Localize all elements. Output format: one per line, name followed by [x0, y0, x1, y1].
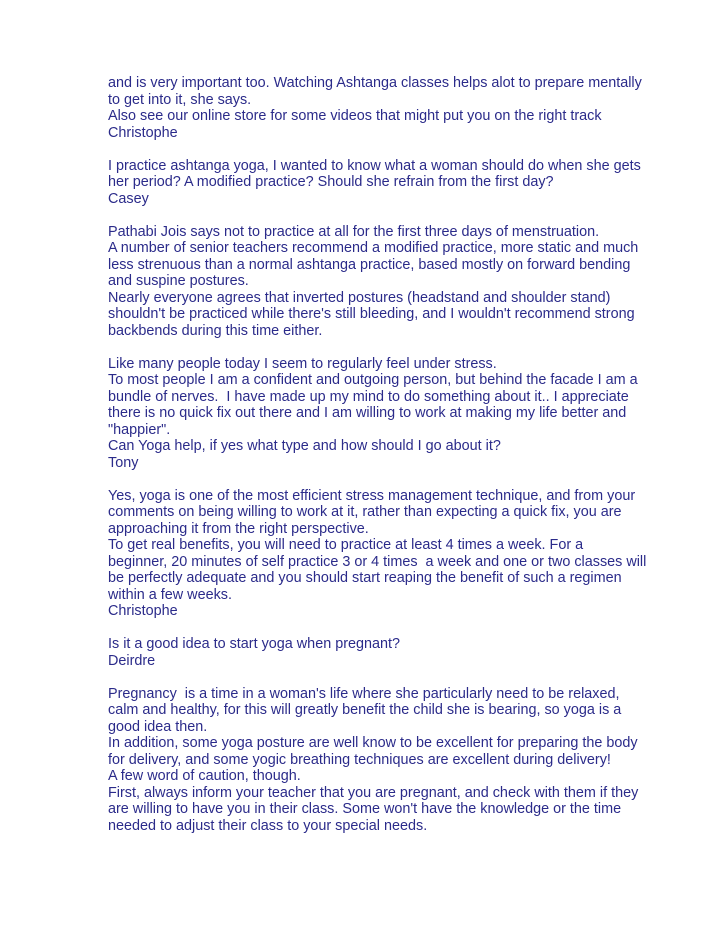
paragraph: [108, 356, 668, 472]
text-line: Like many people today I seem to regularly feel under stress.: [108, 355, 497, 372]
text-line: beginner, 20 minutes of self practice 3 or 4 times a week and one or two classes will: [108, 553, 647, 570]
text-line: comments on being willing to work at it, rather than expecting a quick fix, you are: [108, 504, 622, 520]
paragraph: [108, 636, 668, 669]
paragraph: [108, 158, 668, 208]
text-line: shouldn't be practiced while there's still bleeding, and I wouldn't recommend strong: [108, 306, 635, 322]
text-line: Pregnancy is a time in a woman's life where she particularly need to be relaxed,: [108, 685, 620, 702]
paragraph-spacer: [108, 207, 668, 224]
text-line: First, always inform your teacher that you are pregnant, and check with them if they: [108, 784, 639, 801]
text-line: Also see our online store for some videos that might put you on the right track: [108, 108, 602, 124]
text-line: within a few weeks.: [108, 586, 232, 603]
text-line: Is it a good idea to start yoga when pregnant?: [108, 636, 401, 652]
paragraph: [108, 488, 668, 620]
text-line: her period? A modified practice? Should she refrain from the first day?: [108, 174, 554, 190]
text-line: Yes, yoga is one of the most efficient stress management technique, and from your: [108, 487, 636, 504]
text-line: To most people I am a confident and outgoing person, but behind the facade I am a: [108, 372, 638, 388]
paragraph-spacer: [108, 141, 668, 158]
text-line: there is no quick fix out there and I am willing to work at making my life better and: [108, 405, 627, 421]
paragraph: [108, 75, 668, 141]
text-line: for delivery, and some yogic breathing techniques are excellent during delivery!: [108, 751, 611, 768]
text-line: less strenuous than a normal ashtanga practice, based mostly on forward bending: [108, 256, 631, 273]
paragraph-spacer: [108, 620, 668, 637]
text-line: approaching it from the right perspective.: [108, 520, 369, 537]
paragraph-spacer: [108, 339, 668, 356]
text-line: "happier".: [108, 421, 171, 438]
text-line: be perfectly adequate and you should start reaping the benefit of such a regimen: [108, 570, 622, 586]
signature-tony: Tony: [108, 454, 139, 471]
text-line: Nearly everyone agrees that inverted postures (headstand and shoulder stand): [108, 289, 611, 306]
text-line: To get real benefits, you will need to practice at least 4 times a week. For a: [108, 537, 584, 553]
text-line: needed to adjust their class to your special needs.: [108, 817, 428, 834]
paragraph: [108, 686, 668, 835]
text-line: and suspine postures.: [108, 273, 249, 289]
signature-christophe: Christophe: [108, 603, 178, 619]
text-line: Can Yoga help, if yes what type and how should I go about it?: [108, 438, 501, 454]
text-line: calm and healthy, for this will greatly benefit the child she is bearing, so yoga is a: [108, 702, 622, 718]
document-page: [108, 75, 668, 834]
paragraph-spacer: [108, 471, 668, 488]
text-line: and is very important too. Watching Ashtanga classes helps alot to prepare mentally: [108, 75, 642, 91]
text-line: to get into it, she says.: [108, 91, 252, 108]
text-line: I practice ashtanga yoga, I wanted to know what a woman should do when she gets: [108, 157, 641, 174]
paragraph-spacer: [108, 669, 668, 686]
paragraph: [108, 224, 668, 340]
text-line: A number of senior teachers recommend a modified practice, more static and much: [108, 240, 639, 256]
signature-casey: Casey: [108, 190, 149, 207]
text-line: backbends during this time either.: [108, 322, 323, 339]
text-line: good idea then.: [108, 718, 208, 735]
signature-deirdre: Deirdre: [108, 652, 156, 669]
text-line: A few word of caution, though.: [108, 768, 301, 784]
text-line: bundle of nerves. I have made up my mind to do something about it.. I appreciate: [108, 388, 629, 405]
text-line: In addition, some yoga posture are well know to be excellent for preparing the body: [108, 735, 638, 751]
signature-christophe: Christophe: [108, 124, 178, 141]
text-line: Pathabi Jois says not to practice at all for the first three days of menstruation.: [108, 223, 600, 240]
text-line: are willing to have you in their class. Some won't have the knowledge or the time: [108, 801, 622, 817]
